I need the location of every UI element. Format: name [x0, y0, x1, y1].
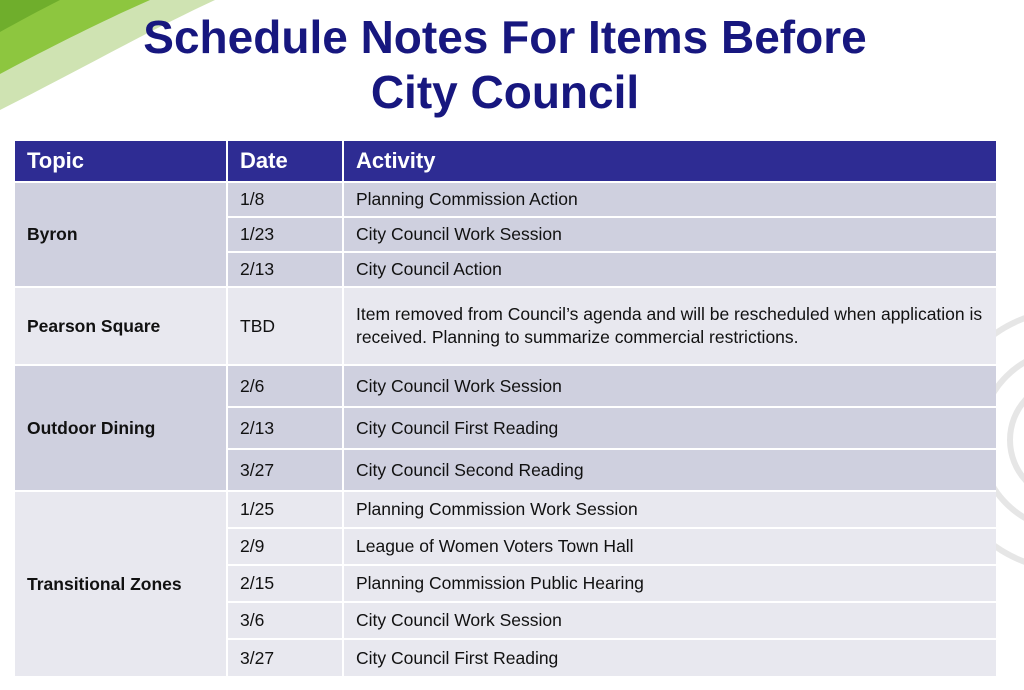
activity-cell: Item removed from Council’s agenda and will be rescheduled when application is received. Planning to summarize commercial restrictions. — [343, 287, 996, 365]
activity-cell: City Council First Reading — [343, 407, 996, 449]
activity-cell: League of Women Voters Town Hall — [343, 528, 996, 565]
activity-cell: City Council Work Session — [343, 217, 996, 252]
page-title — [0, 10, 1010, 120]
activity-cell: City Council First Reading — [343, 639, 996, 677]
column-header-date: Date — [227, 141, 343, 182]
date-cell: 3/6 — [227, 602, 343, 639]
date-cell: 2/15 — [227, 565, 343, 602]
activity-cell: City Council Work Session — [343, 365, 996, 407]
activity-cell: City Council Work Session — [343, 602, 996, 639]
page-title-line-2: City Council — [370, 66, 640, 118]
column-header-activity: Activity — [343, 141, 996, 182]
column-header-topic: Topic — [15, 141, 227, 182]
table-row — [15, 182, 996, 217]
date-cell: 2/13 — [227, 407, 343, 449]
table-row — [15, 365, 996, 407]
table-header-row — [15, 141, 996, 182]
activity-cell: Planning Commission Work Session — [343, 491, 996, 528]
date-cell: 2/6 — [227, 365, 343, 407]
page-title-line-1: Schedule Notes For Items Before — [143, 11, 867, 63]
date-cell: 1/23 — [227, 217, 343, 252]
activity-cell: City Council Action — [343, 252, 996, 287]
table-row — [15, 287, 996, 365]
date-cell: 3/27 — [227, 449, 343, 491]
table-row — [15, 491, 996, 528]
date-cell: 3/27 — [227, 639, 343, 677]
activity-cell: Planning Commission Action — [343, 182, 996, 217]
date-cell: 1/25 — [227, 491, 343, 528]
date-cell: 2/9 — [227, 528, 343, 565]
topic-cell: Pearson Square — [15, 287, 227, 365]
schedule-table — [15, 141, 996, 678]
topic-cell: Byron — [15, 182, 227, 287]
activity-cell: City Council Second Reading — [343, 449, 996, 491]
date-cell: TBD — [227, 287, 343, 365]
topic-cell: Outdoor Dining — [15, 365, 227, 491]
activity-cell: Planning Commission Public Hearing — [343, 565, 996, 602]
date-cell: 1/8 — [227, 182, 343, 217]
topic-cell: Transitional Zones — [15, 491, 227, 677]
date-cell: 2/13 — [227, 252, 343, 287]
